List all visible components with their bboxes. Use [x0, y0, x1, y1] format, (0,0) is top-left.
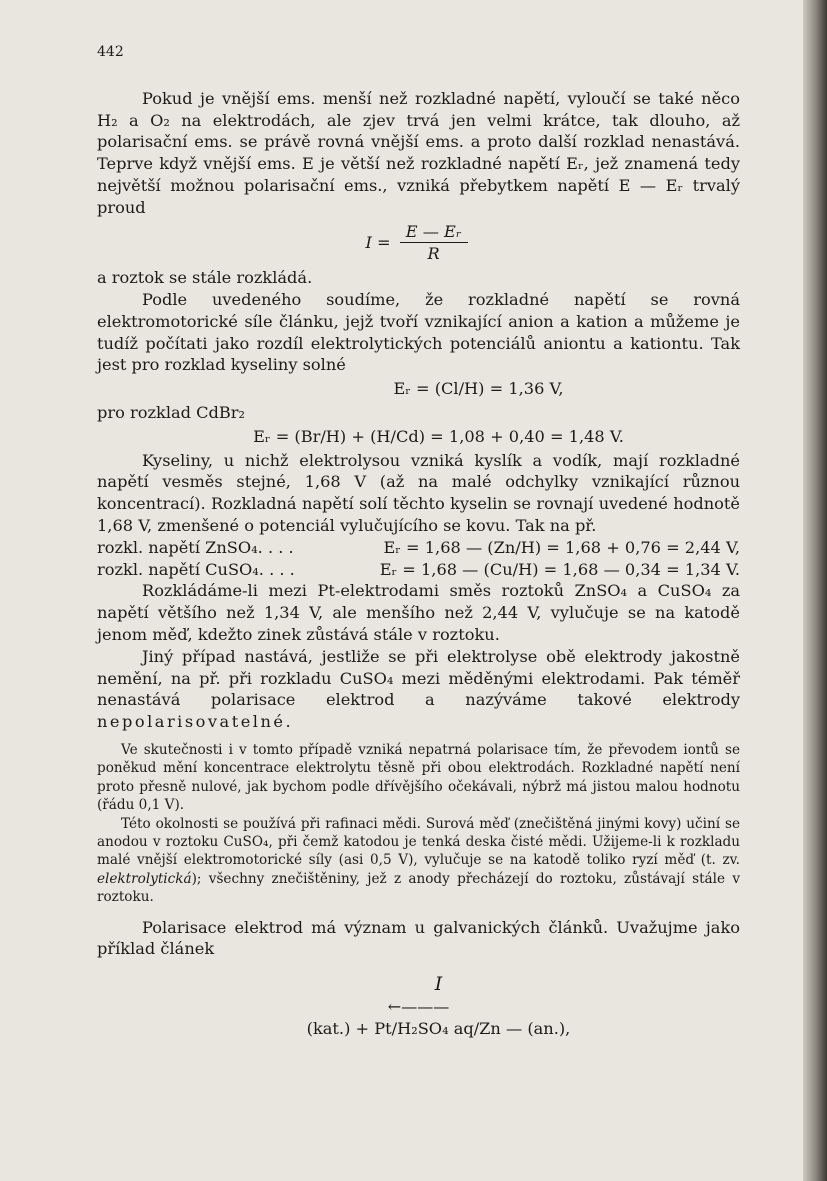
- cell-formula: (kat.) + Pt/H₂SO₄ aq/Zn — (an.),: [306, 1018, 571, 1038]
- small-paragraph-2-text-a: Této okolnosti se používá při rafinaci mědi. Surová měď (znečištěná jinými kovy) učiní se anodou v roztoku CuSO₄, při čemž katodou je tenká deska čisté mědi. Užijeme-li k rozkladu malé vnější elektromotorické síly (asi 0,5 V), vylučuje se na katodě toliko ryzí měď (t. zv.: [97, 815, 740, 869]
- page-number: 442: [97, 44, 124, 60]
- calc-znso4-expr: Eᵣ = 1,68 — (Zn/H) = 1,68 + 0,76 = 2,44 V,: [383, 537, 740, 557]
- equation-lhs: I =: [365, 232, 391, 252]
- paragraph-5: [97, 646, 740, 733]
- calc-cuso4: [97, 559, 740, 581]
- small-print-block: [97, 741, 740, 907]
- paragraph-2: Podle uvedeného soudíme, že rozkladné napětí se rovná elektromotorické síle článku, jejž tvoří vznikající anion a kation a můžeme je tudíž počítati jako rozdíl elektrolytických potenciálů aniontu a kationtu. Tak jest pro rozklad kyseliny solné: [97, 289, 740, 375]
- small-paragraph-2: [97, 815, 740, 907]
- paragraph-1: Pokud je vnější ems. menší než rozkladné napětí, vyloučí se také něco H₂ a O₂ na elektrodách, ale zjev trvá jen velmi krátce, tak dlouho, až polarisační ems. se právě rovná vnější ems. a proto další rozklad nenastává. Teprve když vnější ems. E je větší než rozkladné napětí Eᵣ, jež znamená tedy největší možnou polarisační ems., vzniká přebytkem napětí E — Eᵣ trvalý proud: [97, 88, 740, 217]
- paragraph-6: Polarisace elektrod má význam u galvanických článků. Uvažujme jako příklad článek: [97, 917, 740, 959]
- equation-hcl: Eᵣ = (Cl/H) = 1,36 V,: [393, 379, 564, 399]
- small-paragraph-1: Ve skutečnosti i v tomto případě vzniká nepatrná polarisace tím, že převodem iontů se poněkud mění koncentrace elektrolytu těsně při obou elektrodách. Rozkladné napětí není proto přesně nulové, jak bychom podle dřívějšího očekávali, nýbrž má jistou malou hodnotu (řádu 0,1 V).: [97, 741, 740, 814]
- current-direction-arrow: ←———: [387, 996, 450, 1016]
- fraction-numerator: E — Eᵣ: [400, 221, 468, 244]
- calc-znso4-label: rozkl. napětí ZnSO₄. . . .: [97, 537, 294, 557]
- paragraph-5-emphasis: nepolarisovatelné.: [97, 712, 294, 732]
- small-paragraph-2-text-b: ); všechny znečištěniny, jež z anody přecházejí do roztoku, zůstávají stále v roztoku.: [97, 870, 740, 906]
- paragraph-4: Rozkládáme-li mezi Pt-elektrodami směs roztoků ZnSO₄ a CuSO₄ za napětí většího než 1,34 V, ale menšího než 2,44 V, vylučuje se na katodě jenom měď, kdežto zinek zůstává stále v roztoku.: [97, 581, 740, 644]
- calc-cuso4-expr: Eᵣ = 1,68 — (Cu/H) = 1,68 — 0,34 = 1,34 V.: [379, 559, 740, 579]
- page-edge-shadow: [803, 0, 827, 1181]
- equation-current: [97, 221, 740, 266]
- paragraph-1-end: a roztok se stále rozkládá.: [97, 268, 313, 288]
- small-paragraph-2-italic: elektrolytická: [97, 870, 192, 887]
- fraction-denominator: R: [427, 244, 440, 264]
- pre-equation-cdbr2: pro rozklad CdBr₂: [97, 402, 246, 422]
- galvanic-cell-notation: [137, 974, 740, 1039]
- equation-fraction: [400, 221, 468, 266]
- equation-cdbr2: Eᵣ = (Br/H) + (H/Cd) = 1,08 + 0,40 = 1,48 V.: [253, 426, 624, 446]
- paragraph-5-text: Jiný případ nastává, jestliže se při elektrolyse obě elektrody jakostně nemění, na př. při rozkladu CuSO₄ mezi měděnými elektrodami. Pak téměř nenastává polarisace elektrod a nazýváme takové elektrody: [97, 646, 740, 710]
- current-symbol: I: [434, 973, 443, 996]
- book-page: [97, 42, 740, 1040]
- calc-znso4: [97, 537, 740, 559]
- paragraph-3: Kyseliny, u nichž elektrolysou vzniká kyslík a vodík, mají rozkladné napětí vesměs stejné, 1,68 V (až na malé odchylky vznikající různou koncentrací). Rozkladná napětí solí těchto kyselin se rovnají uvedené hodnotě 1,68 V, zmenšené o potenciál vylučujícího se kovu. Tak na př.: [97, 450, 740, 535]
- calc-cuso4-label: rozkl. napětí CuSO₄. . . .: [97, 559, 295, 579]
